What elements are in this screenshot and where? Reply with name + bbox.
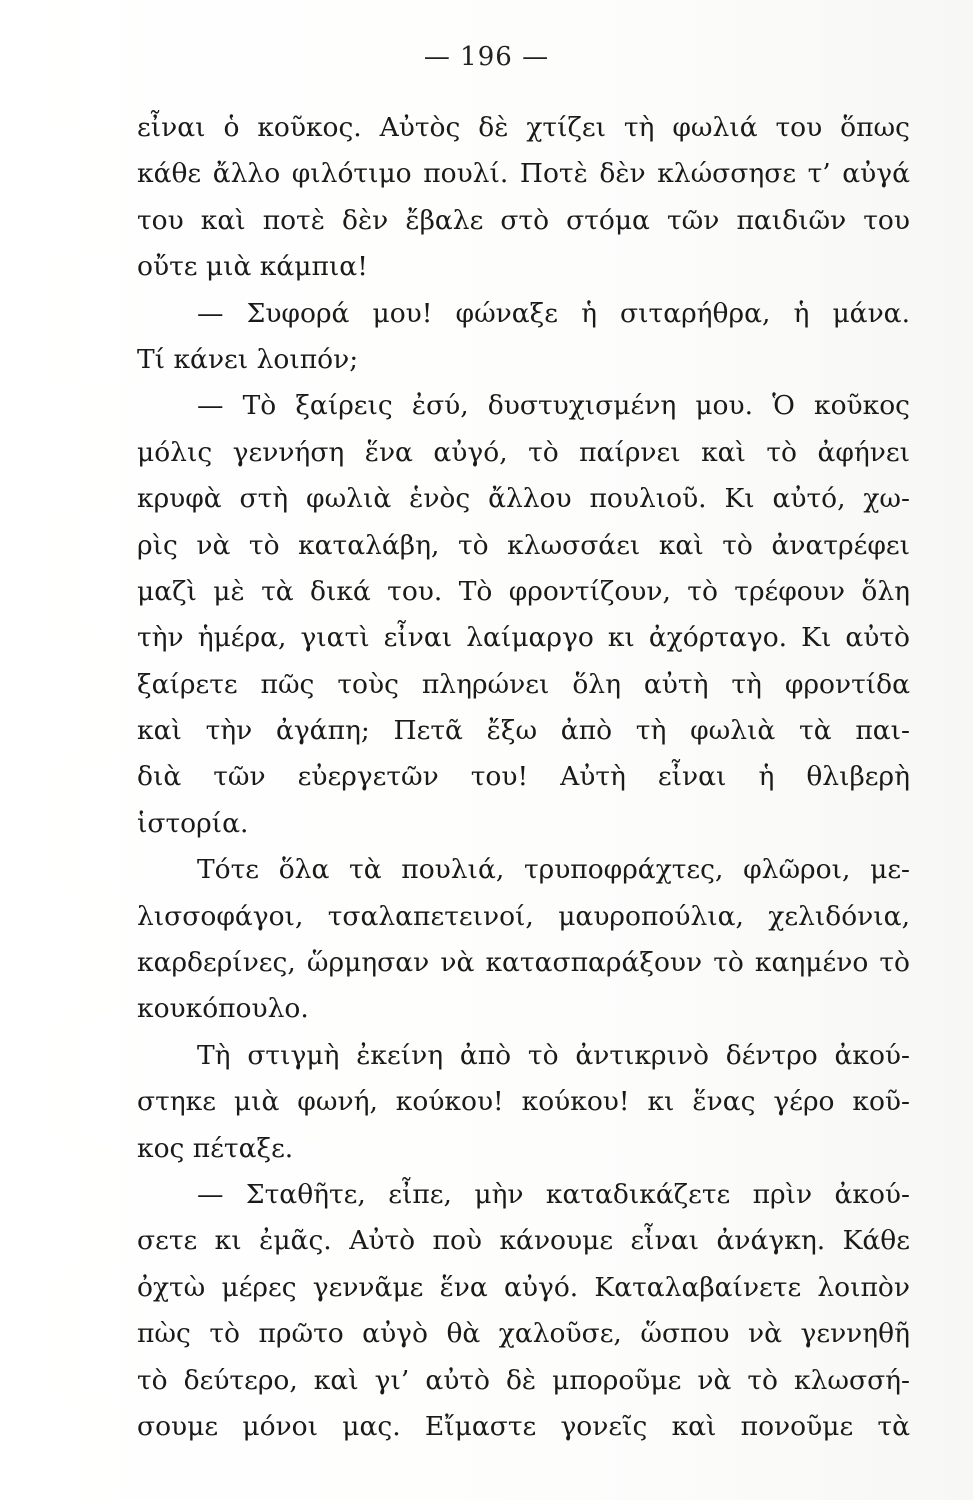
text-line: ἱστορία. (137, 807, 249, 839)
text-line: Τὴ στιγμὴ ἐκείνη ἀπὸ τὸ ἀντικρινὸ δέντρο ἀκού- (197, 1039, 910, 1071)
text-line: τὴν ἡμέρα, γιατὶ εἶναι λαίμαργο κι ἀχόρταγο. Κι αὐτὸ (137, 622, 910, 654)
text-line: καὶ τὴν ἀγάπη; Πετᾶ ἔξω ἀπὸ τὴ φωλιὰ τὰ παι- (137, 715, 910, 747)
text-line: κουκόπουλο. (137, 993, 309, 1025)
text-line: σουμε μόνοι μας. Εἴμαστε γονεῖς καὶ πονοῦμε τὰ (137, 1410, 910, 1442)
text-line: διὰ τῶν εὐεργετῶν του! Αὐτὴ εἶναι ἡ θλιβερὴ (137, 761, 910, 793)
text-line: εἶναι ὁ κοῦκος. Αὐτὸς δὲ χτίζει τὴ φωλιά του ὅπως (137, 112, 910, 143)
text-line: Τί κάνει λοιπόν; (137, 343, 359, 375)
text-line: τὸ δεύτερο, καὶ γι’ αὐτὸ δὲ μποροῦμε νὰ τὸ κλωσσή- (137, 1364, 910, 1396)
text-line: Τότε ὅλα τὰ πουλιά, τρυποφράχτες, φλῶροι, με- (197, 854, 910, 886)
text-line: μόλις γεννήση ἕνα αὐγό, τὸ παίρνει καὶ τὸ ἀφήνει (137, 436, 910, 468)
text-line: οὔτε μιὰ κάμπια! (137, 251, 368, 283)
text-line: ὀχτὼ μέρες γεννᾶμε ἕνα αὐγό. Καταλαβαίνετε λοιπὸν (137, 1271, 910, 1303)
text-line: — Συφορά μου! φώναξε ἡ σιταρήθρα, ἡ μάνα. (197, 297, 910, 329)
text-line: — Σταθῆτε, εἶπε, μὴν καταδικάζετε πρὶν ἀκού- (197, 1178, 910, 1210)
text-line: λισσοφάγοι, τσαλαπετεινοί, μαυροπούλια, χελιδόνια, (137, 900, 910, 932)
text-line: του καὶ ποτὲ δὲν ἔβαλε στὸ στόμα τῶν παιδιῶν του (137, 204, 910, 236)
page-body-text (137, 105, 910, 1450)
text-line: μαζὶ μὲ τὰ δικά του. Τὸ φροντίζουν, τὸ τρέφουν ὅλη (137, 575, 910, 607)
page-number: — 196 — (423, 42, 550, 72)
text-line: ξαίρετε πῶς τοὺς πληρώνει ὅλη αὐτὴ τὴ φροντίδα (137, 668, 910, 700)
text-line: ρὶς νὰ τὸ καταλάβη, τὸ κλωσσάει καὶ τὸ ἀνατρέφει (137, 529, 910, 561)
text-line: κος πέταξε. (137, 1132, 294, 1164)
text-line: κάθε ἄλλο φιλότιμο πουλί. Ποτὲ δὲν κλώσσησε τ’ αὐγά (137, 158, 910, 190)
text-line: καρδερίνες, ὥρμησαν νὰ κατασπαράξουν τὸ καημένο τὸ (137, 947, 910, 979)
text-line: στηκε μιὰ φωνή, κούκου! κούκου! κι ἕνας γέρο κοῦ- (137, 1086, 910, 1118)
text-line: — Τὸ ξαίρεις ἐσύ, δυστυχισμένη μου. Ὁ κοῦκος (197, 390, 910, 422)
text-line: πὼς τὸ πρῶτο αὐγὸ θὰ χαλοῦσε, ὥσπου νὰ γεννηθῆ (137, 1318, 910, 1350)
text-line: κρυφὰ στὴ φωλιὰ ἑνὸς ἄλλου πουλιοῦ. Κι αὐτό, χω- (137, 483, 910, 515)
text-line: σετε κι ἐμᾶς. Αὐτὸ ποὺ κάνουμε εἶναι ἀνάγκη. Κάθε (137, 1225, 910, 1257)
